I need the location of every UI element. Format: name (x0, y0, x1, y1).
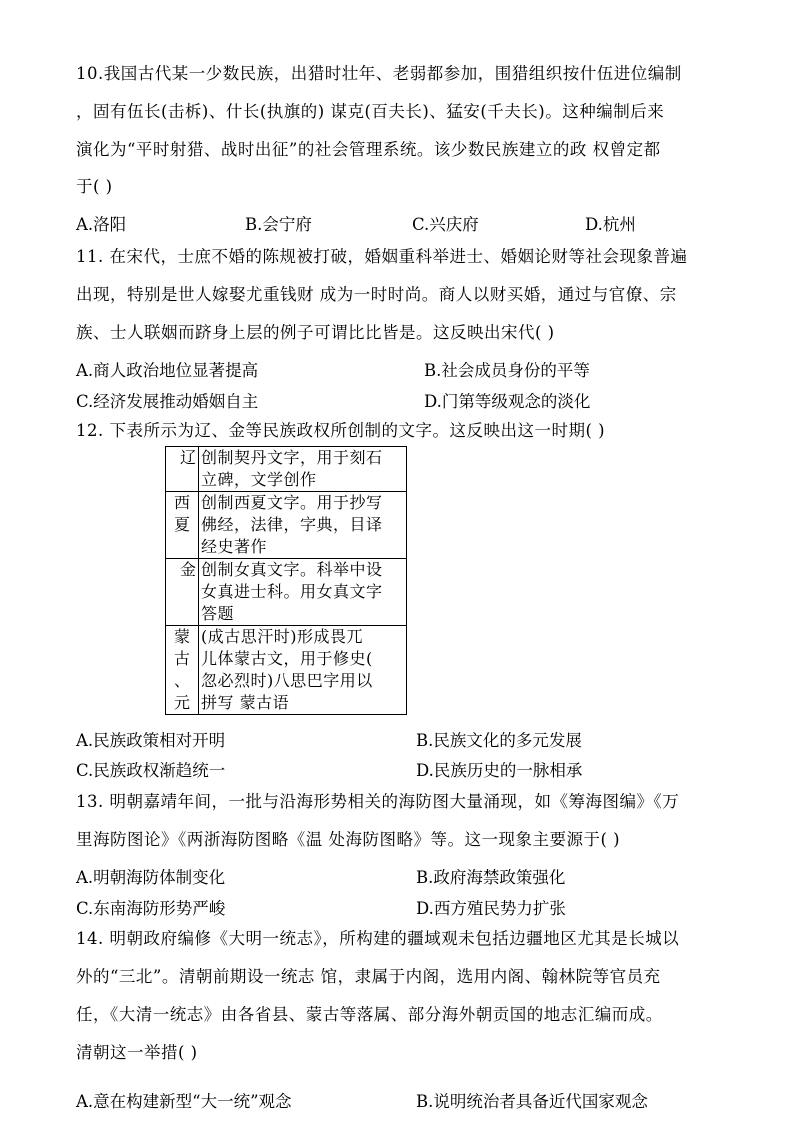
q10-line-2: ，固有伍长(击柝)、什长(执旗的) 谋克(百夫长)、猛安(千夫长)。这种编制后来 (76, 102, 665, 121)
q13-option-c: C.东南海防形势严峻 (76, 899, 226, 918)
q11-option-d: D.门第等级观念的淡化 (424, 392, 591, 411)
q14-line-3: 任，《大清一统志》由各省县、蒙古等落属、部分海外朝贡国的地志汇编而成。 (76, 1005, 663, 1024)
table-key: 辽 (179, 448, 196, 467)
q13-option-a: A.明朝海防体制变化 (76, 868, 226, 887)
table-value-cell (199, 447, 407, 492)
table-value-cell (199, 559, 407, 626)
q11-line-1: 11. 在宋代，士庶不婚的陈规被打破，婚姻重科举进士、婚姻论财等社会现象普遍 (76, 247, 688, 266)
q11-line-2: 出现，特别是世人嫁娶尤重钱财 成为一时时尚。商人以财买婚，通过与官僚、宗 (76, 285, 677, 304)
q12-option-b: B.民族文化的多元发展 (416, 731, 582, 750)
table-row (166, 559, 407, 626)
table-row (166, 492, 407, 559)
table-row (166, 447, 407, 492)
table-value-line: 创制女真文字。科举中设 (201, 560, 383, 579)
table-value-line: 拼写 蒙古语 (201, 693, 290, 712)
table-key-cell (166, 492, 199, 559)
q10-option-d: D.杭州 (585, 215, 636, 234)
q14-line-4: 清朝这一举措( ) (76, 1043, 198, 1062)
table-key: 元 (173, 693, 190, 712)
q12-option-d: D.民族历史的一脉相承 (416, 761, 583, 780)
table-key: 蒙 (173, 627, 190, 646)
table-value-line: 经史著作 (201, 537, 268, 556)
table-value-line: 女真进士科。用女真文字 (201, 582, 383, 601)
table-value-line: 立碑，文学创作 (201, 470, 317, 489)
q11-option-c: C.经济发展推动婚姻自主 (76, 392, 259, 411)
q14-line-1: 14. 明朝政府编修《大明一统志》，所构建的疆域观未包括边疆地区尤其是长城以 (76, 929, 680, 948)
table-key: 古 (173, 649, 190, 668)
table-value-line: 佛经，法律，字典，目译 (201, 515, 383, 534)
q13-line-1: 13. 明朝嘉靖年间，一批与沿海形势相关的海防图大量涌现，如《筹海图编》《万 (76, 792, 680, 811)
q14-option-b: B.说明统治者具备近代国家观念 (416, 1092, 648, 1111)
q14-line-2: 外的“三北”。清朝前期设一统志 馆，隶属于内阁，选用内阁、翰林院等官员充 (76, 967, 661, 986)
table-key: 、 (173, 671, 190, 690)
table-value-cell (199, 626, 407, 715)
q12-option-a: A.民族政策相对开明 (76, 731, 226, 750)
table-key-cell (166, 447, 199, 492)
table-value-line: 儿体蒙古文，用于修史( (201, 649, 373, 668)
q11-line-3: 族、士人联姻而跻身上层的例子可谓比比皆是。这反映出宋代( ) (76, 323, 555, 342)
table-value-line: 创制契丹文字，用于刻石 (201, 448, 383, 467)
q12-line-1: 12. 下表所示为辽、金等民族政权所创制的文字。这反映出这一时期( ) (76, 421, 606, 440)
q14-option-a: A.意在构建新型“大一统”观念 (76, 1092, 292, 1111)
table-key: 西 (173, 493, 190, 512)
q10-option-c: C.兴庆府 (412, 215, 479, 234)
table-row (166, 626, 407, 715)
table-value-line: (成古思汗时)形成畏兀 (201, 627, 363, 646)
q11-option-b: B.社会成员身份的平等 (424, 361, 590, 380)
q10-line-1: 10.我国古代某一少数民族，出猎时壮年、老弱都参加，围猎组织按什伍进位编制 (76, 64, 682, 83)
q13-line-2: 里海防图论》《两浙海防图略《温 处海防图略》等。这一现象主要源于( ) (76, 830, 621, 849)
table-value-line: 忽必烈时)八思巴字用以 (201, 671, 373, 690)
table-value-line: 答题 (201, 604, 235, 623)
q10-line-3: 演化为“平时射猎、战时出征”的社会管理系统。该少数民族建立的政 权曾定都 (76, 140, 661, 159)
q12-option-c: C.民族政权渐趋统一 (76, 761, 226, 780)
q13-option-d: D.西方殖民势力扩张 (416, 899, 566, 918)
table-value-line: 创制西夏文字。用于抄写 (201, 493, 383, 512)
table-value-cell (199, 492, 407, 559)
table-key: 夏 (173, 515, 190, 534)
q10-option-b: B.会宁府 (245, 215, 312, 234)
table-key-cell (166, 559, 199, 626)
q11-option-a: A.商人政治地位显著提高 (76, 361, 259, 380)
q13-option-b: B.政府海禁政策强化 (416, 868, 566, 887)
q10-option-a: A.洛阳 (76, 215, 127, 234)
script-table (165, 446, 407, 715)
table-key: 金 (179, 560, 196, 579)
table-key-cell (166, 626, 199, 715)
q10-line-4: 于( ) (76, 177, 113, 196)
